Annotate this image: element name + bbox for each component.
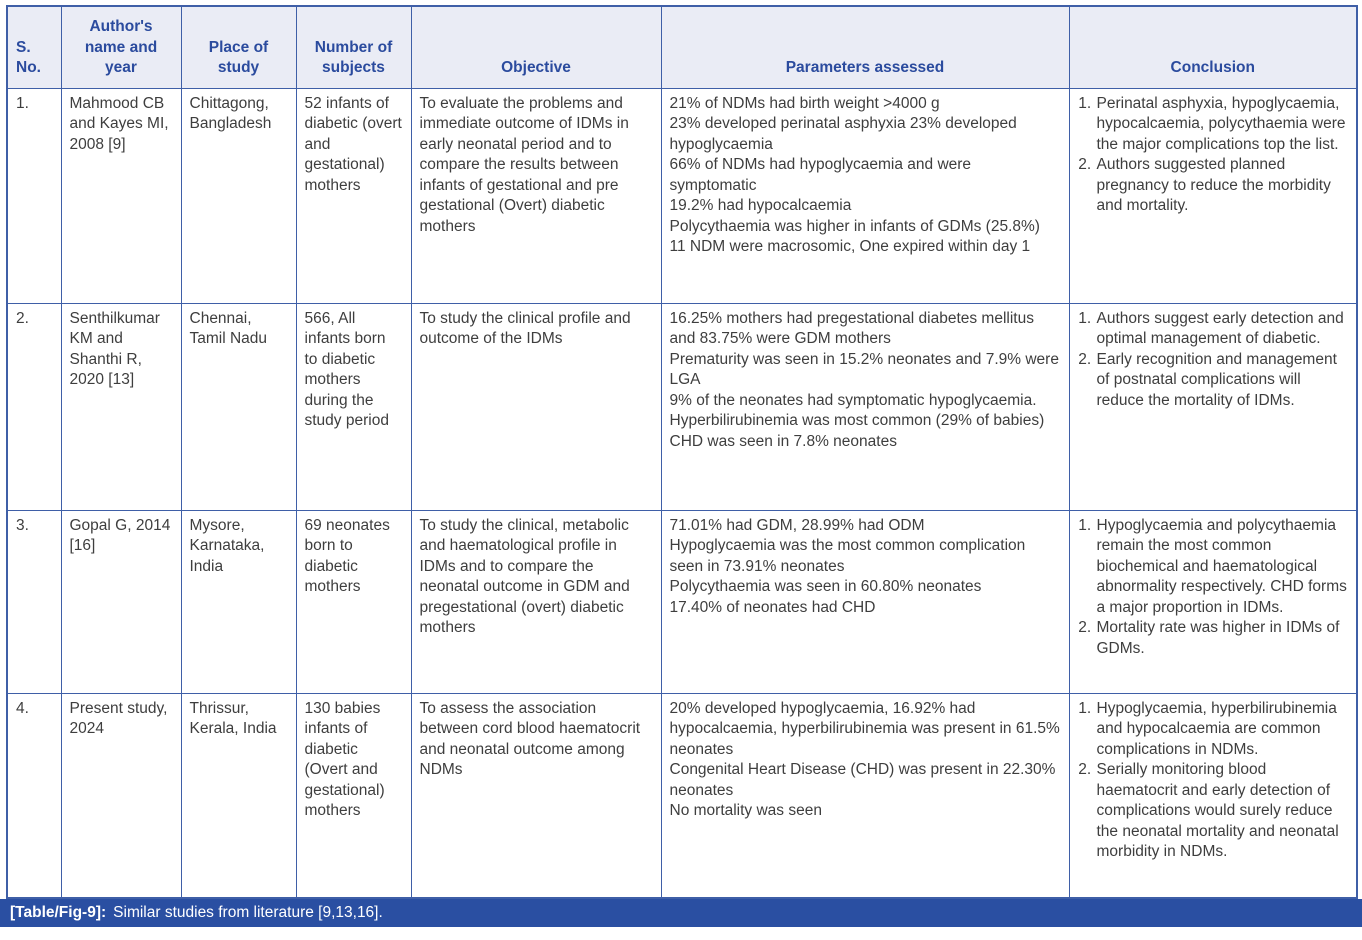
header-cell-sno: S. No. [7,6,61,88]
cell-parameters [661,88,1069,303]
parameter-line: Prematurity was seen in 15.2% neonates and 7.9% were LGA [669,350,1059,388]
cell-place: Chittagong, Bangladesh [181,88,296,303]
parameter-line: 11 NDM were macrosomic, One expired within day 1 [669,238,1031,255]
table-header-row [7,6,1357,88]
cell-author: Mahmood CB and Kayes MI, 2008 [9] [61,88,181,303]
cell-place: Mysore, Karnataka, India [181,510,296,693]
parameter-line: 20% developed hypoglycaemia, 16.92% had hypocalcaemia, hyperbilirubinemia was present in 61.5% neonates [669,699,1060,758]
caption-label: [Table/Fig-9]: [10,904,107,921]
conclusion-list [1078,699,1349,863]
table-row [7,303,1357,510]
parameter-line: Polycythaemia was seen in 60.80% neonates [669,578,982,595]
similar-studies-table [6,5,1358,899]
header-cell-place: Place of study [181,6,296,88]
conclusion-list [1078,309,1349,412]
cell-conclusion [1069,510,1357,693]
conclusion-item: 2. Mortality rate was higher in IDMs of GDMs. [1096,618,1349,659]
cell-author: Present study, 2024 [61,693,181,898]
cell-parameters [661,303,1069,510]
parameter-line: CHD was seen in 7.8% neonates [669,432,897,450]
conclusion-item: 2. Early recognition and management of postnatal complications will reduce the mortality of IDMs. [1096,350,1349,412]
cell-objective: To study the clinical, metabolic and haematological profile in IDMs and to compare the neonatal outcome in GDM and pregestational (overt) diabetic mothers [411,510,661,693]
table-row [7,88,1357,303]
cell-subjects: 52 infants of diabetic (overt and gestational) mothers [296,88,411,303]
header-cell-parameters: Parameters assessed [661,6,1069,88]
cell-sno: 1. [7,88,61,303]
cell-parameters [661,693,1069,898]
cell-conclusion [1069,303,1357,510]
cell-place: Thrissur, Kerala, India [181,693,296,898]
caption-text: Similar studies from literature [9,13,16]. [113,904,383,921]
cell-author: Gopal G, 2014 [16] [61,510,181,693]
cell-objective: To study the clinical profile and outcome of the IDMs [411,303,661,510]
conclusion-item: 2. Authors suggested planned pregnancy to reduce the morbidity and mortality. [1096,155,1349,217]
parameter-line: Hyperbilirubinemia was most common (29% of babies) [669,412,1045,429]
parameter-line: 19.2% had hypocalcaemia [669,197,852,214]
parameter-line: 21% of NDMs had birth weight >4000 g [669,94,940,112]
header-cell-conclusion: Conclusion [1069,6,1357,88]
table-row [7,510,1357,693]
table-caption [0,899,1362,927]
cell-subjects: 566, All infants born to diabetic mothers during the study period [296,303,411,510]
parameter-line: 16.25% mothers had pregestational diabetes mellitus and 83.75% were GDM mothers [669,309,1034,347]
cell-author: Senthilkumar KM and Shanthi R, 2020 [13] [61,303,181,510]
cell-parameters [661,510,1069,693]
parameter-line: Polycythaemia was higher in infants of GDMs (25.8%) [669,217,1040,235]
cell-conclusion [1069,88,1357,303]
parameter-line: Hypoglycaemia was the most common complication seen in 73.91% neonates [669,537,1026,575]
cell-objective: To evaluate the problems and immediate outcome of IDMs in early neonatal period and to compare the results between infants of gestational and pre gestational (Overt) diabetic mothers [411,88,661,303]
conclusion-item: 1. Perinatal asphyxia, hypoglycaemia, hypocalcaemia, polycythaemia were the major complications top the list. [1096,94,1349,156]
parameter-line: 17.40% of neonates had CHD [669,598,876,616]
conclusion-item: 1. Hypoglycaemia and polycythaemia remain the most common biochemical and haematological abnormality respectively. CHD forms a major proportion in IDMs. [1096,516,1349,619]
cell-sno: 2. [7,303,61,510]
conclusion-list [1078,94,1349,217]
parameter-line: 23% developed perinatal asphyxia 23% developed hypoglycaemia [669,115,1017,153]
header-cell-objective: Objective [411,6,661,88]
cell-subjects: 69 neonates born to diabetic mothers [296,510,411,693]
header-cell-subjects: Number of subjects [296,6,411,88]
cell-subjects: 130 babies infants of diabetic (Overt and gestational) mothers [296,693,411,898]
conclusion-list [1078,516,1349,660]
conclusion-item: 1. Hypoglycaemia, hyperbilirubinemia and hypocalcaemia are common complications in NDMs. [1096,699,1349,761]
parameter-line: Congenital Heart Disease (CHD) was present in 22.30% neonates [669,761,1056,799]
table-row [7,693,1357,898]
cell-sno: 4. [7,693,61,898]
parameter-line: 9% of the neonates had symptomatic hypoglycaemia. [669,391,1037,409]
conclusion-item: 1. Authors suggest early detection and optimal management of diabetic. [1096,309,1349,350]
cell-sno: 3. [7,510,61,693]
parameter-line: 71.01% had GDM, 28.99% had ODM [669,516,925,534]
parameter-line: No mortality was seen [669,802,822,819]
cell-place: Chennai, Tamil Nadu [181,303,296,510]
parameter-line: 66% of NDMs had hypoglycaemia and were symptomatic [669,156,972,194]
cell-conclusion [1069,693,1357,898]
header-cell-author: Author's name and year [61,6,181,88]
conclusion-item: 2. Serially monitoring blood haematocrit and early detection of complications would surely reduce the neonatal mortality and neonatal morbidity in NDMs. [1096,760,1349,863]
cell-objective: To assess the association between cord blood haematocrit and neonatal outcome among NDMs [411,693,661,898]
